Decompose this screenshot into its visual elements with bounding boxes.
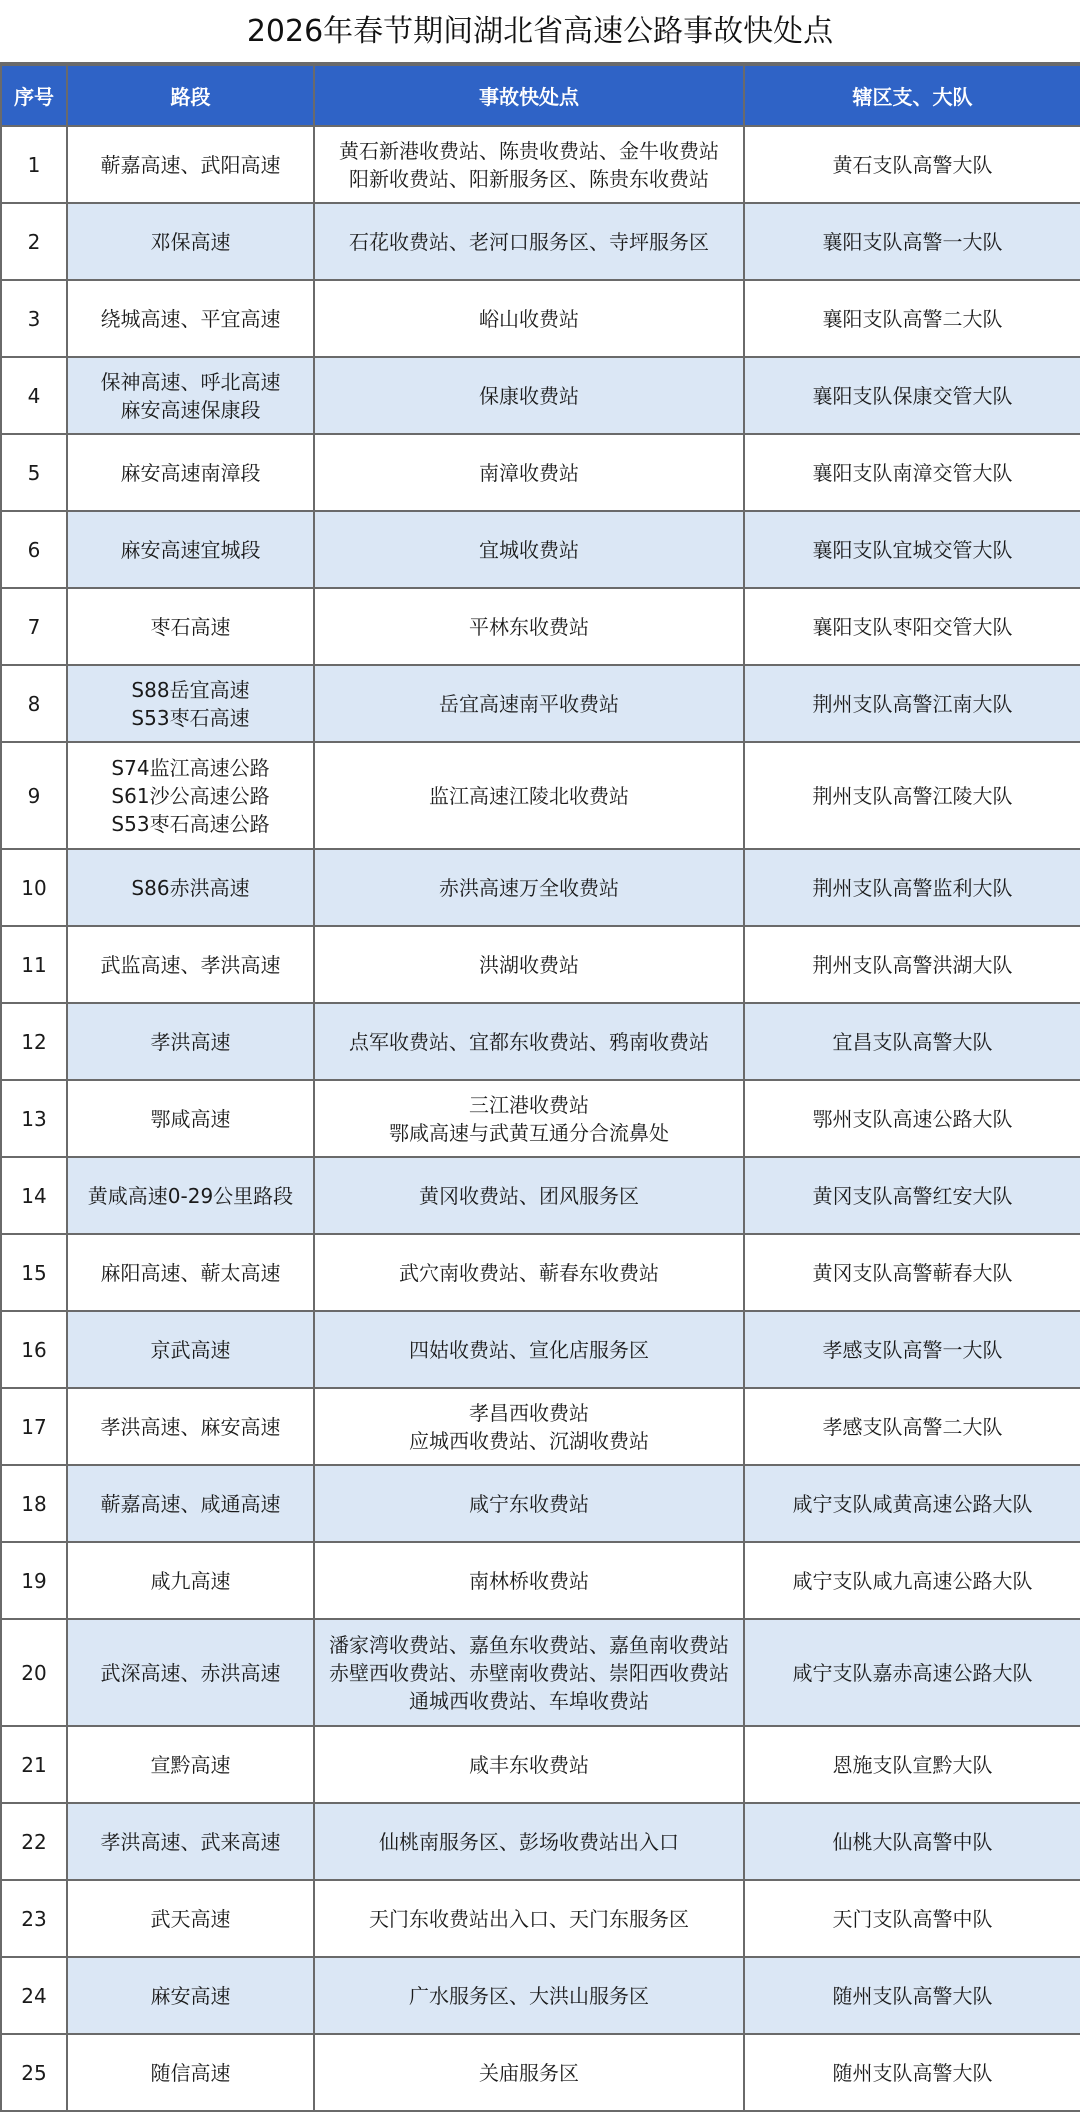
cell-road-line: 蕲嘉高速、武阳高速 [100,152,281,177]
cell-points [314,1465,744,1542]
cell-seq: 18 [1,1465,67,1542]
cell-unit: 宜昌支队高警大队 [744,1003,1080,1080]
table-row [1,665,1080,742]
cell-points-line: 南林桥收费站 [469,1568,589,1593]
cell-points [314,1619,744,1726]
table-row [1,280,1080,357]
cell-road-line: 麻安高速宜城段 [120,537,261,562]
cell-road-line: 蕲嘉高速、咸通高速 [100,1491,281,1516]
cell-unit: 天门支队高警中队 [744,1880,1080,1957]
cell-points [314,1542,744,1619]
table-row [1,1234,1080,1311]
cell-unit: 黄石支队高警大队 [744,126,1080,203]
cell-road [67,1157,314,1234]
table-row [1,1157,1080,1234]
cell-points [314,1157,744,1234]
cell-seq: 13 [1,1080,67,1157]
cell-road [67,1465,314,1542]
cell-road-line: 京武高速 [150,1337,231,1362]
cell-points-line: 应城西收费站、沉湖收费站 [409,1428,649,1453]
cell-unit: 襄阳支队高警二大队 [744,280,1080,357]
cell-points [314,1003,744,1080]
cell-points-line: 咸宁东收费站 [469,1491,589,1516]
accident-points-table [0,64,1080,2112]
cell-unit: 襄阳支队保康交管大队 [744,357,1080,434]
cell-road [67,1957,314,2034]
cell-road-line: S74监江高速公路 [111,755,270,780]
cell-seq: 20 [1,1619,67,1726]
cell-points-line: 武穴南收费站、蕲春东收费站 [399,1260,659,1285]
cell-points-line: 四姑收费站、宣化店服务区 [409,1337,649,1362]
cell-seq: 9 [1,742,67,849]
cell-points-line: 平林东收费站 [469,614,589,639]
cell-seq: 11 [1,926,67,1003]
cell-unit: 襄阳支队宜城交管大队 [744,511,1080,588]
cell-road [67,280,314,357]
cell-road [67,742,314,849]
header-seq: 序号 [1,65,67,126]
cell-unit: 咸宁支队咸黄高速公路大队 [744,1465,1080,1542]
cell-unit: 咸宁支队嘉赤高速公路大队 [744,1619,1080,1726]
cell-points-line: 黄石新港收费站、陈贵收费站、金牛收费站 [339,138,719,163]
cell-unit: 孝感支队高警一大队 [744,1311,1080,1388]
cell-road [67,1003,314,1080]
cell-points-line: 点军收费站、宜都东收费站、鸦南收费站 [349,1029,709,1054]
page-title: 2026年春节期间湖北省高速公路事故快处点 [0,0,1080,64]
cell-points [314,1957,744,2034]
cell-road [67,1388,314,1465]
cell-unit: 襄阳支队高警一大队 [744,203,1080,280]
cell-road-line: 随信高速 [150,2060,231,2085]
cell-unit: 襄阳支队南漳交管大队 [744,434,1080,511]
table-row [1,1080,1080,1157]
cell-unit: 黄冈支队高警红安大队 [744,1157,1080,1234]
table-row [1,1388,1080,1465]
cell-seq: 3 [1,280,67,357]
cell-points [314,742,744,849]
cell-points [314,357,744,434]
table-row [1,926,1080,1003]
cell-road-line: 鄂咸高速 [150,1106,231,1131]
table-row [1,1726,1080,1803]
cell-points-line: 洪湖收费站 [479,952,579,977]
cell-points [314,280,744,357]
table-row [1,588,1080,665]
table-row [1,434,1080,511]
header-points: 事故快处点 [314,65,744,126]
cell-road-line: S88岳宜高速 [131,677,250,702]
cell-road-line: 保神高速、呼北高速 [100,369,281,394]
table-row [1,1465,1080,1542]
table-row [1,1311,1080,1388]
cell-road [67,434,314,511]
header-unit: 辖区支、大队 [744,65,1080,126]
cell-road-line: 麻阳高速、蕲太高速 [100,1260,281,1285]
table-row [1,1542,1080,1619]
cell-points-line: 孝昌西收费站 [469,1400,589,1425]
table-row [1,1957,1080,2034]
cell-points [314,1726,744,1803]
cell-points-line: 南漳收费站 [479,460,579,485]
cell-road-line: 枣石高速 [150,614,231,639]
cell-unit: 荆州支队高警监利大队 [744,849,1080,926]
cell-unit: 仙桃大队高警中队 [744,1803,1080,1880]
cell-unit: 咸宁支队咸九高速公路大队 [744,1542,1080,1619]
cell-road-line: 武天高速 [150,1906,231,1931]
cell-road-line: 孝洪高速、武来高速 [100,1829,281,1854]
cell-points [314,1803,744,1880]
cell-road-line: S86赤洪高速 [131,875,250,900]
cell-seq: 15 [1,1234,67,1311]
cell-road [67,665,314,742]
cell-road-line: 武监高速、孝洪高速 [100,952,281,977]
table-row [1,203,1080,280]
cell-unit: 黄冈支队高警蕲春大队 [744,1234,1080,1311]
cell-points [314,1234,744,1311]
cell-seq: 6 [1,511,67,588]
table-body [1,126,1080,2111]
cell-road-line: 咸九高速 [150,1568,231,1593]
table-row [1,126,1080,203]
table-row [1,1803,1080,1880]
cell-seq: 2 [1,203,67,280]
cell-road-line: 麻安高速 [150,1983,231,2008]
table-row [1,511,1080,588]
cell-points-line: 关庙服务区 [479,2060,579,2085]
cell-points [314,126,744,203]
cell-road [67,926,314,1003]
cell-points-line: 三江港收费站 [469,1092,589,1117]
table-row [1,2034,1080,2111]
cell-seq: 17 [1,1388,67,1465]
cell-road [67,849,314,926]
cell-seq: 25 [1,2034,67,2111]
cell-seq: 23 [1,1880,67,1957]
cell-points-line: 鄂咸高速与武黄互通分合流鼻处 [389,1120,669,1145]
cell-seq: 19 [1,1542,67,1619]
cell-points-line: 保康收费站 [479,383,579,408]
cell-points [314,849,744,926]
cell-road-line: 孝洪高速 [150,1029,231,1054]
cell-seq: 8 [1,665,67,742]
cell-road [67,1542,314,1619]
cell-points-line: 阳新收费站、阳新服务区、陈贵东收费站 [349,166,709,191]
cell-road [67,1234,314,1311]
table-row [1,1003,1080,1080]
cell-seq: 12 [1,1003,67,1080]
cell-points-line: 石花收费站、老河口服务区、寺坪服务区 [349,229,709,254]
cell-seq: 4 [1,357,67,434]
cell-unit: 随州支队高警大队 [744,1957,1080,2034]
table-header-row [1,65,1080,126]
cell-road [67,588,314,665]
cell-unit: 荆州支队高警江南大队 [744,665,1080,742]
cell-road [67,1880,314,1957]
cell-road [67,203,314,280]
cell-road [67,1803,314,1880]
cell-road-line: 武深高速、赤洪高速 [100,1660,281,1685]
cell-seq: 22 [1,1803,67,1880]
cell-points-line: 赤洪高速万全收费站 [439,875,619,900]
cell-seq: 21 [1,1726,67,1803]
cell-points-line: 监江高速江陵北收费站 [429,783,629,808]
cell-seq: 16 [1,1311,67,1388]
cell-points-line: 广水服务区、大洪山服务区 [409,1983,649,2008]
cell-points-line: 仙桃南服务区、彭场收费站出入口 [379,1829,679,1854]
cell-road-line: S53枣石高速 [131,705,250,730]
cell-points [314,1311,744,1388]
cell-points-line: 天门东收费站出入口、天门东服务区 [369,1906,689,1931]
cell-road [67,1311,314,1388]
cell-unit: 荆州支队高警洪湖大队 [744,926,1080,1003]
cell-road [67,1080,314,1157]
cell-unit: 恩施支队宣黔大队 [744,1726,1080,1803]
cell-points-line: 黄冈收费站、团风服务区 [419,1183,639,1208]
cell-road-line: 孝洪高速、麻安高速 [100,1414,281,1439]
cell-unit: 荆州支队高警江陵大队 [744,742,1080,849]
cell-points [314,926,744,1003]
cell-points-line: 峪山收费站 [479,306,579,331]
table-row [1,742,1080,849]
cell-seq: 1 [1,126,67,203]
cell-road [67,1726,314,1803]
cell-points-line: 岳宜高速南平收费站 [439,691,619,716]
cell-unit: 鄂州支队高速公路大队 [744,1080,1080,1157]
cell-road [67,2034,314,2111]
cell-unit: 孝感支队高警二大队 [744,1388,1080,1465]
cell-road-line: 宣黔高速 [150,1752,231,1777]
cell-road-line: 邓保高速 [150,229,231,254]
cell-points-line: 潘家湾收费站、嘉鱼东收费站、嘉鱼南收费站 [329,1632,729,1657]
table-row [1,1619,1080,1726]
cell-points [314,203,744,280]
table-row [1,357,1080,434]
cell-road [67,126,314,203]
cell-seq: 24 [1,1957,67,2034]
table-row [1,1880,1080,1957]
cell-road-line: S53枣石高速公路 [111,811,270,836]
cell-road-line: S61沙公高速公路 [111,783,270,808]
cell-points-line: 通城西收费站、车埠收费站 [409,1688,649,1713]
cell-seq: 7 [1,588,67,665]
cell-points [314,1080,744,1157]
cell-road-line: 绕城高速、平宜高速 [100,306,281,331]
cell-seq: 14 [1,1157,67,1234]
cell-unit: 襄阳支队枣阳交管大队 [744,588,1080,665]
cell-road-line: 麻安高速南漳段 [120,460,261,485]
cell-points [314,434,744,511]
cell-seq: 5 [1,434,67,511]
cell-points-line: 赤壁西收费站、赤壁南收费站、崇阳西收费站 [329,1660,729,1685]
cell-road [67,1619,314,1726]
cell-points [314,1880,744,1957]
cell-road-line: 麻安高速保康段 [120,397,261,422]
header-road: 路段 [67,65,314,126]
cell-points-line: 咸丰东收费站 [469,1752,589,1777]
cell-points [314,665,744,742]
cell-unit: 随州支队高警大队 [744,2034,1080,2111]
cell-road [67,511,314,588]
table-row [1,849,1080,926]
cell-points [314,2034,744,2111]
cell-seq: 10 [1,849,67,926]
cell-points [314,511,744,588]
cell-points [314,588,744,665]
cell-road-line: 黄咸高速0-29公里路段 [87,1183,294,1208]
cell-road [67,357,314,434]
cell-points [314,1388,744,1465]
cell-points-line: 宜城收费站 [479,537,579,562]
